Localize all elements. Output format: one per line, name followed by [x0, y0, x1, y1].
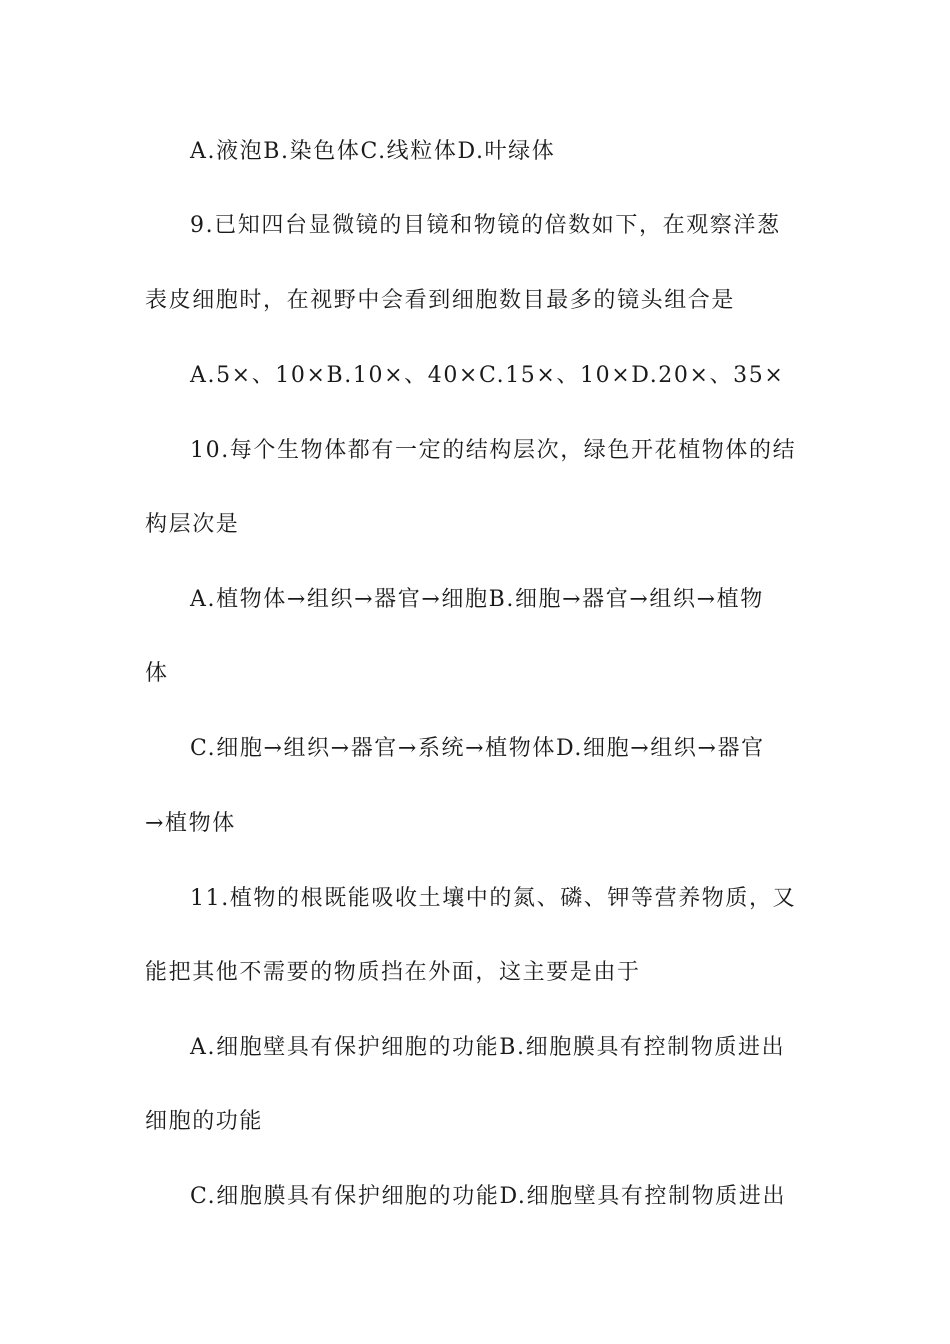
q10-stem-line-2: 构层次是 — [145, 512, 240, 537]
q10-options-line-4: →植物体 — [145, 811, 236, 836]
q11-options-line-1: A.细胞壁具有保护细胞的功能B.细胞膜具有控制物质进出 — [190, 1035, 786, 1060]
q10-stem-line-1: 10.每个生物体都有一定的结构层次，绿色开花植物体的结 — [190, 438, 797, 463]
q11-options-line-3: C.细胞膜具有保护细胞的功能D.细胞壁具有控制物质进出 — [190, 1184, 787, 1209]
q8-options: A.液泡B.染色体C.线粒体D.叶绿体 — [190, 139, 556, 164]
q11-stem-line-1: 11.植物的根既能吸收土壤中的氮、磷、钾等营养物质，又 — [190, 886, 797, 911]
q11-options-line-2: 细胞的功能 — [145, 1109, 264, 1134]
q9-stem-line-2: 表皮细胞时，在视野中会看到细胞数目最多的镜头组合是 — [145, 288, 736, 313]
q10-options-line-1: A.植物体→组织→器官→细胞B.细胞→器官→组织→植物 — [190, 587, 764, 612]
q10-options-line-3: C.细胞→组织→器官→系统→植物体D.细胞→组织→器官 — [190, 736, 765, 761]
q10-options-line-2: 体 — [145, 661, 169, 686]
q11-stem-line-2: 能把其他不需要的物质挡在外面，这主要是由于 — [145, 960, 641, 985]
q9-options: A.5×、10×B.10×、40×C.15×、10×D.20×、35× — [190, 363, 785, 388]
q9-stem-line-1: 9.已知四台显微镜的目镜和物镜的倍数如下，在观察洋葱 — [190, 213, 781, 238]
